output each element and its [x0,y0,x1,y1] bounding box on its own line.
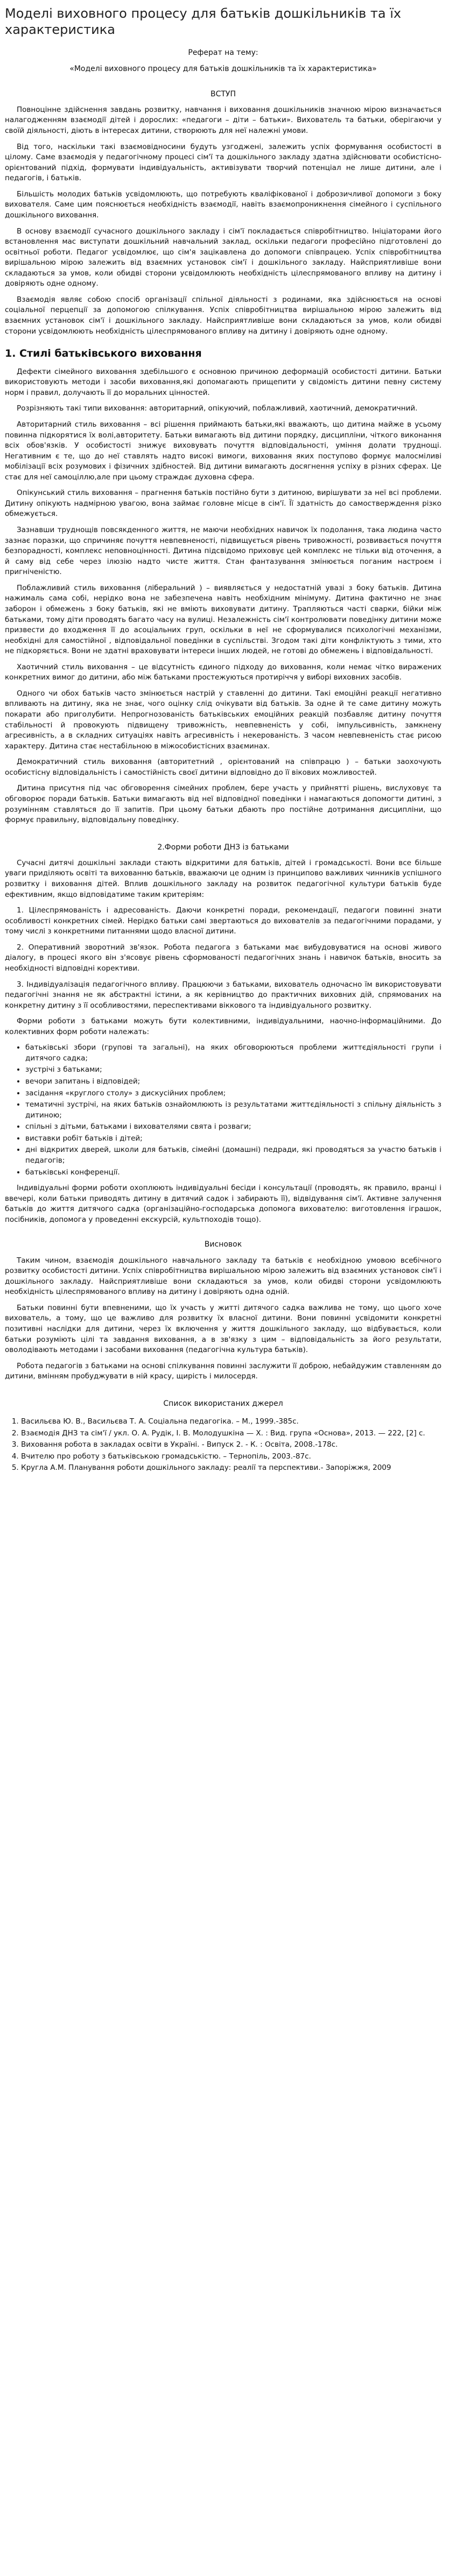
intro-paragraph: В основу взаємодії сучасного дошкільного закладу і сім'ї покладається співробітництво. Ініціаторами його встановлення мас виступати дошкільний навчальний заклад, оскільки педагоги професійно підготовлені до освітньої роботи. Педагог усвідомлює, що сім'я зацікавлена до допомоги співпрацею. Успіх співробітництва вирішальною мірою залежить від взаємних установок сім'ї і дошкільного закладу. Найсприятливіше вони складаються за умов, коли обидві сторони усвідомлюють необхідність цілеспрямованого впливу на дитину і довіряють одне одному. [5,227,441,288]
section2-title: 2.Форми роботи ДНЗ із батьками [157,843,289,852]
section1-paragraph: Дитина присутня під час обговорення сімейних проблем, бере участь у прийнятті рішень, вислуховує та обговорює поради батьків. Батьки вимагають від неї відповідної поведінки і намагаються допомогти дитині, з розумінням ставляться до її запитів. При цьому батьки дбають про постійне дотримання дисципліни, що формує правильну, відповідальну поведінку. [5,784,441,825]
section2-paragraph: 1. Цілеспрямованість і адресованість. Даючи конкретні поради, рекомендації, педагоги повинні знати особливості конкретних сімей. Нерідко батьки самі звертаються до вихователів за педагогічними порадами, у тому числі з конкретними питаннями щодо власної дитини. [5,906,441,936]
collective-form-item: • зустрічі з батьками; [25,1065,441,1075]
referat-topic: «Моделі виховного процесу для батьків дошкільників та їх характеристика» [69,65,377,74]
collective-form-item: • тематичні зустрічі, на яких батьків ознайомлюють із результатами життєдіяльності з спільну діяльність з дитиною; [25,1100,441,1121]
section1-paragraph: Зазнавши труднощів повсякденного життя, не маючи необхідних навичок їх подолання, така людина часто зазнає поразки, що спричиняє почуття невпевненості, підвищується рівень тривожності, розвивається почуття безпорадності, комплекс неповноцінності. Дитина підсвідомо приховує цей комплекс не тільки від оточення, а й саму від себе через ілюзію надто чисте життя. Стан фантазування змінюється поганим настроєм і пригніченістю. [5,526,441,577]
collective-form-item: • батьківські конференції. [25,1167,441,1178]
collective-form-item: • виставки робіт батьків і дітей; [25,1134,441,1144]
intro-paragraph: Більшість молодих батьків усвідомлюють, що потребують кваліфікованої і доброзичливої допомоги з боку вихователя. Саме цим пояснюється необхідність взаємодії, навіть взаємопроникнення сімейного і суспільного дошкільного виховання. [5,189,441,220]
section2-body [5,858,441,1037]
conclusion-paragraph: Робота педагогів з батьками на основі спілкування повинні заслужити її доброю, небайдужим ставленням до дитини, вмінням пробуджувати в ній красу, щирість і милосердя. [5,1361,441,1381]
section1-title: 1. Стилі батьківського виховання [5,348,202,360]
intro-paragraph: Повноцінне здійснення завдань розвитку, навчання і виховання дошкільників значною мірою визначається налагодженням взаємодії дітей і дорослих: «педагоги – діти – батьки». Вихователь та батьки, оберігаючи у своїй діяльності, діють в інтересах дитини, створюють для неї належні умови. [5,105,441,136]
conclusion-title: Висновок [204,1240,242,1249]
section1-paragraph: Поблажливий стиль виховання (ліберальний ) – виявляється у недостатній увазі з боку батьків. Дитина нажималь сама собі, нерідко вона не забезпечена навіть необхідним мінімуму. Дитина фактично не знає заборон і обмежень з боку батьків, які не вміють виховувати дитину. Трапляються часті сварки, бійки між батьками, тому діти проводять багато часу на вулиці. Незалежність сім'ї контролювати поведінку дитини може призвести до входження її до асоціальних груп, оскільки в неї не сформувалися психологічні механізми, необхідні для самостійної , відповідальної поведінки в суспільстві. Згодом такі діти конфліктують з тими, хто не підкоряється. Вони не здатні враховувати інтереси інших людей, не готові до обмежень і відповідальності. [5,583,441,656]
section2-after-list [5,1183,441,1225]
document-title: Моделі виховного процесу для батьків дошкільників та їх характеристика [5,6,402,37]
reference-item: 5. Кругла А.М. Планування роботи дошкільного закладу: реалії та перспективи.- Запоріжжя, 2009 [21,1463,441,1474]
document-body [5,47,441,1474]
intro-section [5,105,441,337]
conclusion-body [5,1256,441,1382]
reference-item: 1. Васильєва Ю. В., Васильєва Т. А. Соціальна педагогіка. – М., 1999.-385с. [21,1417,441,1427]
section1-body [5,367,441,826]
section2-paragraph: 3. Індивідуалізація педагогічного впливу. Працюючи з батьками, вихователь одночасно їм використовувати педагогічні знання не як абстрактні істини, а як керівництво до практичних виховних дій, спрямованих на конкретну дитину з її особливостями, переспективами віккового та індивідуального розвитку. [5,980,441,1010]
conclusion-paragraph: Таким чином, взаємодія дошкільного навчального закладу та батьків є необхідною умовою всебічного розвитку особистості дитини. Успіх співробітництва вирішальною мірою залежить від взаємних установок сім'ї і дошкільного закладу. Найсприятливіше вони складаються за умов, коли обидві сторони усвідомлюють необхідність цілеспрямованого впливу на дитину і довіряють одна одній. [5,1256,441,1297]
section1-paragraph: Розрізняють такі типи виховання: авторитарний, опікуючий, поблажливий, хаотичний, демократичний. [17,404,418,413]
section1-paragraph: Авторитарний стиль виховання – всі рішення приймають батьки,які вважають, що дитина майже в усьому повинна підкорятися їх волі,авторитету. Батьки вимагають від дитини порядку, дисципліни, чіткого виконання всіх обов'язків. У особистості знижує виховувать почуття відповідальності, уміння долати труднощі. Негативним є те, що до неї ставлять надто високі вимоги, виховання яких поступово формує малосміливі мобілізації всіх розумових і фізичних здібностей. Від дитини вимагають досягнення успіху в різних сферах. Це стає для неї самоціллю,але при цьому страждає духовна сфера. [5,420,441,482]
section1-paragraph: Демократичний стиль виховання (авторитетний , орієнтований на співпрацю ) – батьки заохочують особистісну відповідальність і самостійність своєї дитини відповідно до її вікових можливостей. [5,758,441,777]
section2-paragraph: Індивідуальні форми роботи охоплюють індивідуальні бесіди і консультації (проводять, як правило, вранці і ввечері, коли батьки приводять дитину в дитячий садок і забирають її), відвідування сім'ї. Активне залучення батьків до життя дитячого садка (організаційно-господарська допомога вихователю: виготовлення іграшок, посібників, допомога у проведенні екскурсій, культпоходів тощо). [5,1184,441,1224]
section1-paragraph: Одного чи обох батьків часто змінюється настрій у ставленні до дитини. Такі емоційні реакції негативно впливають на дитину, яка не знає, чого оцінку слід очікувати від батьків. За одне й те саме дитину можуть покарати або приголубити. Непрогнозованість батьківських емоційних реакцій позбавляє дитину почуття стабільності й провокують підвищену тривожність, невпевненість у собі, імпульсивність, замкнену агресивність, а в складних ситуаціях навіть агресивність і некерованість. З часом невпевненість стає рисою характеру. Дитина стає нестабільною в міжособистісних взаєминах. [5,689,441,751]
collective-form-item: • дні відкритих дверей, школи для батьків, сімейні (домашні) педради, які проводяться за участю батьків і педагогів; [25,1145,441,1166]
section1-paragraph: Опікунський стиль виховання – прагнення батьків постійно бути з дитиною, вирішувати за неї всі проблеми. Дитину опікують надмірною увагою, вона займає головне місце в сім'ї. Її здатність до самостверждення різко обмежується. [5,489,441,519]
references-title: Список використаних джерел [163,1399,283,1408]
section2-paragraph: Сучасні дитячі дошкільні заклади стають відкритими для батьків, дітей і громадськості. Вони все більше уваги приділяють освіті та вихованню батьків, вважаючи це одним із принципово важливих чинників успішного розвитку і виховання дітей. Вплив дошкільного закладу на розвиток педагогічної культури батьків буде ефективним, якщо відповідатиме таким критеріям: [5,858,441,899]
reference-item: 3. Виховання робота в закладах освіти в Україні. - Випуск 2. - К. : Освіта, 2008.-178с. [21,1440,441,1450]
reference-item: 2. Взаємодія ДНЗ та сім'ї / укл. О. А. Рудік, І. В. Молодушкіна — Х. : Вид. група «Основа», 2013. — 222, [2] с. [21,1428,441,1439]
collective-form-item: • батьківські збори (групові та загальні), на яких обговорюються проблеми життєдіяльності групи і дитячого садка; [25,1043,441,1064]
intro-paragraph: Взаємодія являє собою спосіб організації спільної діяльності з родинами, яка здійснюється на основі соціальної перцепції за допомогою спілкування. Успіх співробітництва вирішальною мірою залежить від взаємних установок сім'ї і дошкільного закладу. Найсприятливіше вони складаються за умов, коли обидві сторони усвідомлюють необхідність цілеспрямованого впливу на дитину і довіряють одне одному. [5,295,441,336]
collective-form-item: • засідання «круглого столу» з дискусійних проблем; [25,1088,441,1099]
section2-paragraph: 2. Оперативний зворотний зв'язок. Робота педагога з батьками має вибудовуватися на основі живого діалогу, в процесі якого він з'ясовує рівень сформованості педагогічних знань і навичок батьків, вносить за необхідності відповідні корективи. [5,943,441,973]
section1-paragraph: Хаотичний стиль виховання – це відсутність єдиного підходу до виховання, коли немає чітко виражених конкретних вимог до дитини, або між батьками простежуються протиріччя у виборі виховних засобів. [5,662,441,682]
collective-form-item: • вечори запитань і відповідей; [25,1077,441,1087]
reference-item: 4. Вчителю про роботу з батьківською громадськістю. – Тернопіль, 2003.-87с. [21,1452,441,1462]
section2-paragraph: Форми роботи з батьками можуть бути колективними, індивідуальними, наочно-інформаційними. До колективних форм роботи належать: [5,1017,441,1036]
referat-label: Реферат на тему: [188,48,258,57]
collective-forms-list [5,1043,441,1178]
intro-title: ВСТУП [211,89,236,98]
collective-form-item: • спільні з дітьми, батьками і вихователями свята і розваги; [25,1122,441,1133]
references-list [5,1417,441,1474]
section1-paragraph: Дефекти сімейного виховання здебільшого є основною причиною деформацій особистості дитини. Батьки використовують методи і засоби виховання,які допомагають прищепити у свідомість дитини певну систему норм і правил, долучають її до моральних цінностей. [5,367,441,397]
intro-paragraph: Від того, наскільки такі взаємовідносини будуть узгоджені, залежить успіх формування особистості в цілому. Саме взаємодія у педагогічному процесі сім'ї та дошкільного закладу здатна здійснювати особистісно-орієнтований підхід, формувати індивідуальність, активізувати творчий потенціал не лише дитини, але і педагогів, і батьків. [5,142,441,183]
conclusion-paragraph: Батьки повинні бути впевненими, що їх участь у житті дитячого садка важлива не тому, що цього хоче вихователь, а тому, що це важливо для розвитку їх власної дитини. Вони повинні усвідомити конкретні позитивні наслідки для дитини, через їх включення у життя дошкільного закладу, що відбувається, коли батьки розуміють цілі та завдання виховання, а в зв'язку з цим – відповідальність за його результати, оволодівають методами і засобами виховання (педагогічна культура батьків). [5,1303,441,1355]
